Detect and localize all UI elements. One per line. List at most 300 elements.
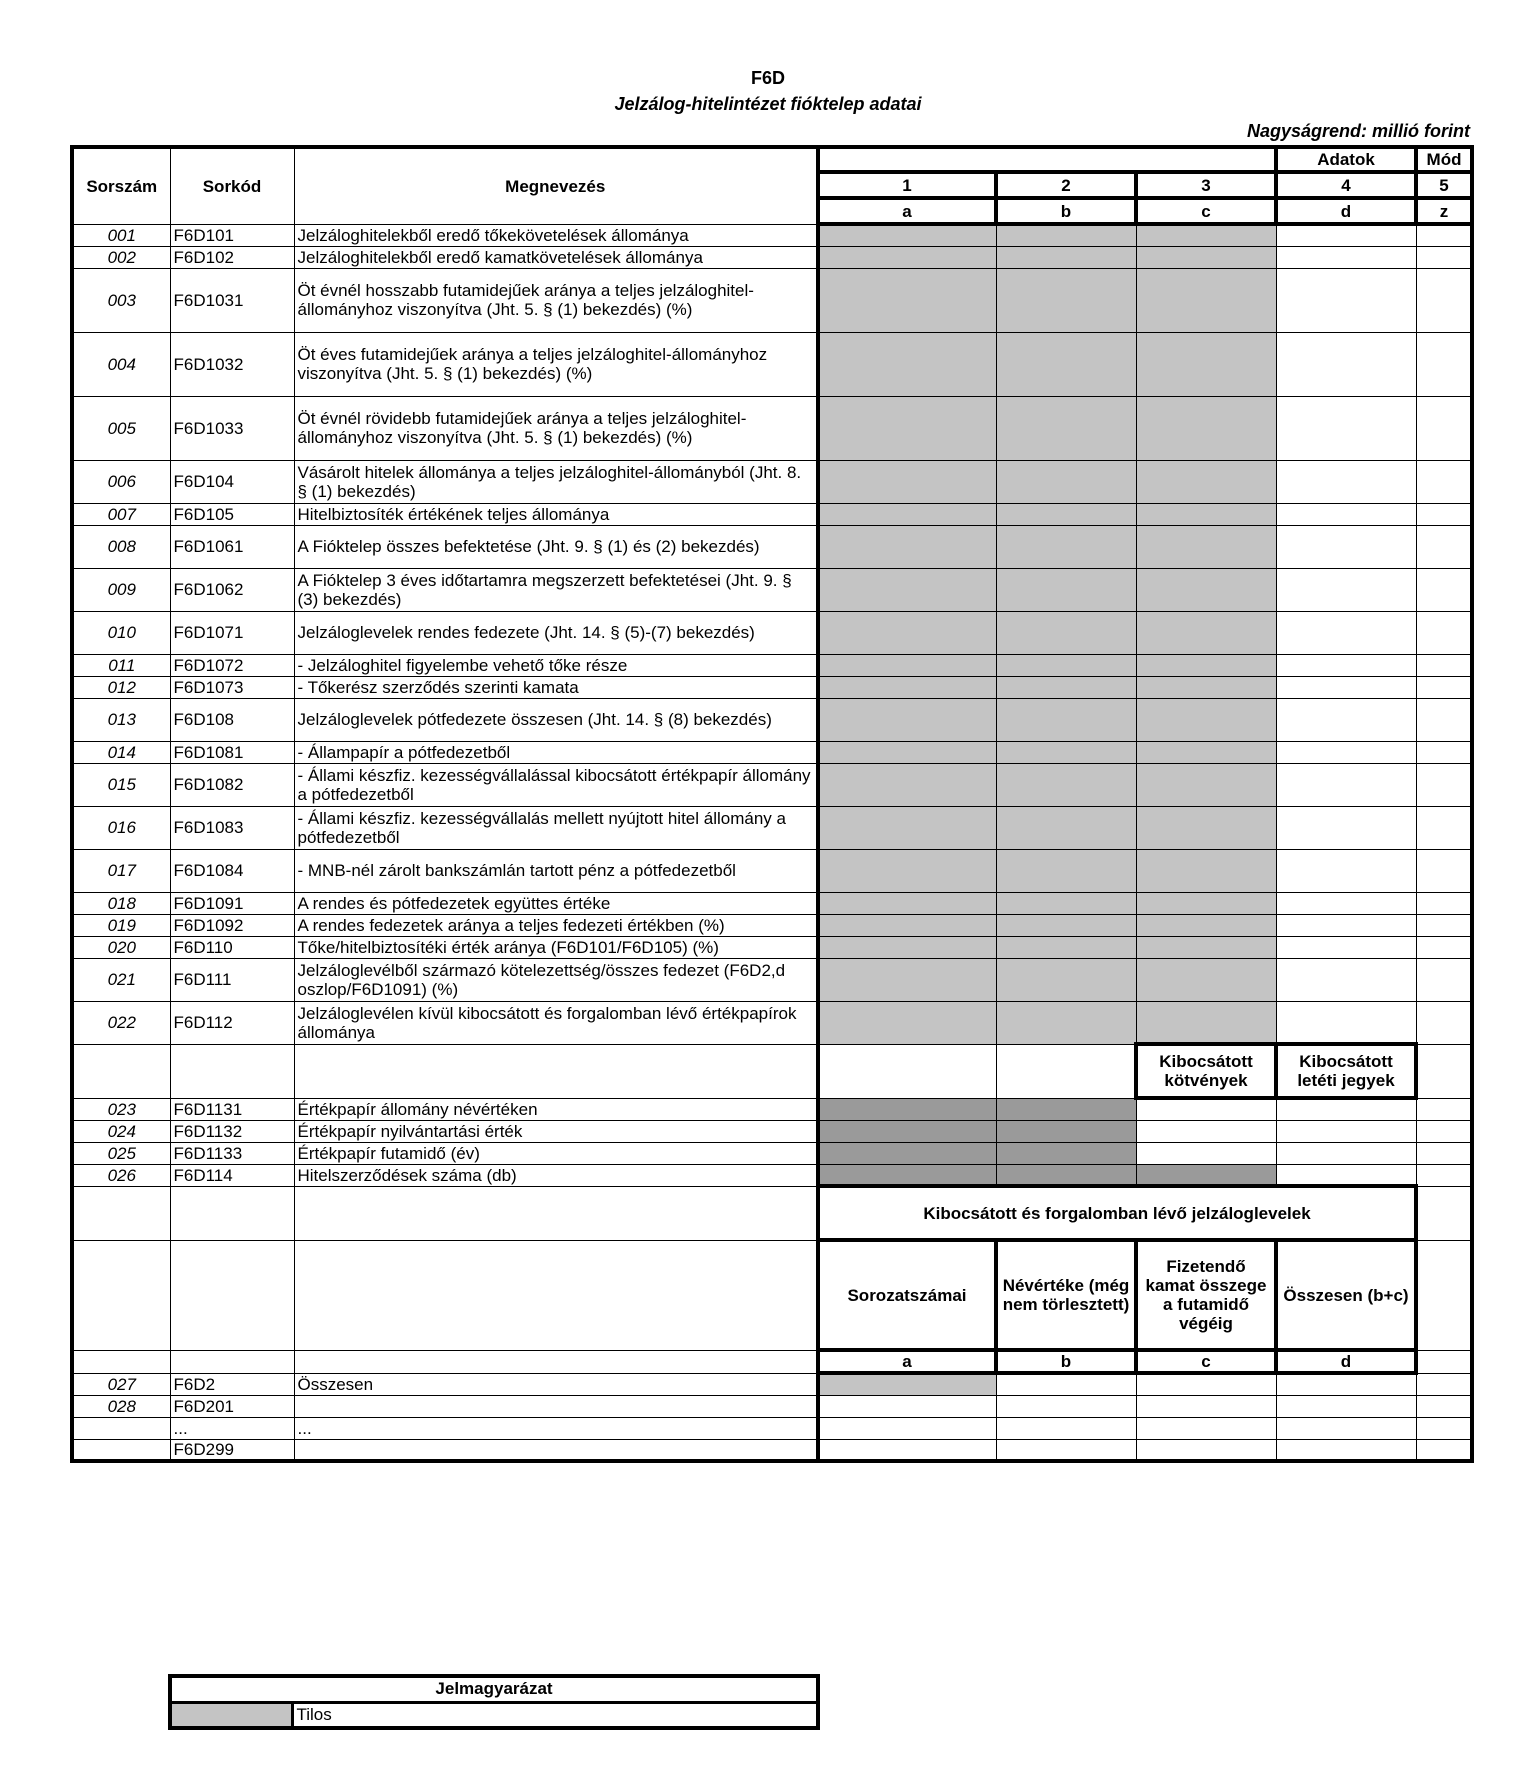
data-cell-c[interactable] [1136,1373,1276,1395]
row-number: 002 [72,246,170,268]
row-label: Jelzáloglevelek pótfedezete összesen (Jht. 14. § (8) bekezdés) [294,698,818,741]
data-cell-b-forbidden [996,741,1136,763]
data-cell-c-forbidden [1136,268,1276,332]
data-cell-d[interactable] [1276,1120,1416,1142]
col-letter-a: a [818,198,996,224]
col-header-mod: Mód [1416,147,1472,172]
data-cell-d[interactable] [1276,1417,1416,1439]
data-cell-b-forbidden [996,224,1136,246]
data-cell-z[interactable] [1416,1395,1472,1417]
data-cell-z[interactable] [1416,1439,1472,1461]
data-cell-c[interactable] [1136,1142,1276,1164]
blank-cell [294,1044,818,1098]
data-cell-c-forbidden [1136,763,1276,806]
legend-swatch-forbidden [170,1702,292,1728]
row-code: F6D1073 [170,676,294,698]
data-cell-b-forbidden [996,503,1136,525]
data-cell-b-forbidden [996,806,1136,849]
data-cell-a-forbidden [818,676,996,698]
data-cell-z[interactable] [1416,654,1472,676]
row-number: 027 [72,1373,170,1395]
data-cell-a-forbidden [818,1001,996,1044]
data-cell-c[interactable] [1136,1417,1276,1439]
data-cell-d[interactable] [1276,1001,1416,1044]
data-cell-c-forbidden [1136,849,1276,892]
letter-a: a [818,1350,996,1373]
row-label: Hitelbiztosíték értékének teljes állománya [294,503,818,525]
letter-d: d [1276,1350,1416,1373]
data-cell-d[interactable] [1276,525,1416,568]
table-row [72,806,1472,849]
table-row [72,611,1472,654]
data-cell-c-forbidden [1136,654,1276,676]
data-cell-z[interactable] [1416,268,1472,332]
data-cell-d[interactable] [1276,503,1416,525]
data-cell-b-forbidden [996,698,1136,741]
data-cell-b-forbidden [996,332,1136,396]
data-cell-b-forbidden [996,849,1136,892]
row-label: Jelzáloglevelek rendes fedezete (Jht. 14. § (5)-(7) bekezdés) [294,611,818,654]
data-cell-z[interactable] [1416,1001,1472,1044]
blank-cell [1416,1186,1472,1240]
row-code: F6D201 [170,1395,294,1417]
row-label: Tőke/hitelbiztosítéki érték aránya (F6D101/F6D105) (%) [294,936,818,958]
table-row [72,849,1472,892]
data-cell-c-forbidden [1136,914,1276,936]
data-cell-z[interactable] [1416,763,1472,806]
data-cell-c-forbidden [1136,396,1276,460]
header-nominal-value: Névértéke (még nem törlesztett) [996,1240,1136,1350]
table-row [72,1417,1472,1439]
data-cell-a-forbidden [818,741,996,763]
data-cell-b-forbidden [996,246,1136,268]
data-cell-z[interactable] [1416,1120,1472,1142]
table-row [72,698,1472,741]
row-label: ... [294,1417,818,1439]
data-cell-z[interactable] [1416,698,1472,741]
data-cell-a-forbidden [818,246,996,268]
data-cell-a-forbidden [818,1142,996,1164]
row-number: 024 [72,1120,170,1142]
col-number-3: 3 [1136,172,1276,198]
row-code: F6D114 [170,1164,294,1186]
data-cell-z[interactable] [1416,936,1472,958]
table-row [72,654,1472,676]
table-row [72,332,1472,396]
data-cell-d[interactable] [1276,1373,1416,1395]
row-number: 026 [72,1164,170,1186]
blank-cell [294,1350,818,1373]
row-number: 008 [72,525,170,568]
row-code: F6D110 [170,936,294,958]
data-cell-z[interactable] [1416,568,1472,611]
col-letter-b: b [996,198,1136,224]
table-row [72,460,1472,503]
table-row [72,936,1472,958]
row-code: F6D1133 [170,1142,294,1164]
data-cell-z[interactable] [1416,332,1472,396]
data-cell-a[interactable] [818,1417,996,1439]
blank-cell [996,1044,1136,1098]
row-number [72,1417,170,1439]
data-cell-a-forbidden [818,698,996,741]
data-cell-b-forbidden [996,611,1136,654]
data-cell-d[interactable] [1276,654,1416,676]
data-cell-b-forbidden [996,1098,1136,1120]
row-label [294,1439,818,1461]
data-cell-c[interactable] [1136,1395,1276,1417]
data-cell-a-forbidden [818,958,996,1001]
blank-cell [72,1186,170,1240]
data-cell-a-forbidden [818,763,996,806]
data-cell-c-forbidden [1136,525,1276,568]
blank-cell [294,1240,818,1350]
row-number: 009 [72,568,170,611]
table-row [72,268,1472,332]
blank-cell [170,1240,294,1350]
data-cell-d[interactable] [1276,1098,1416,1120]
data-cell-c-forbidden [1136,806,1276,849]
row-label: A rendes és pótfedezetek együttes értéke [294,892,818,914]
row-number: 023 [72,1098,170,1120]
row-code: F6D1031 [170,268,294,332]
row-number: 018 [72,892,170,914]
data-cell-b-forbidden [996,958,1136,1001]
data-cell-a-forbidden [818,1098,996,1120]
blank-cell [170,1186,294,1240]
table-row [72,1142,1472,1164]
data-cell-c-forbidden [1136,1164,1276,1186]
data-cell-d[interactable] [1276,1439,1416,1461]
data-cell-a-forbidden [818,914,996,936]
table-row [72,892,1472,914]
row-code: F6D1032 [170,332,294,396]
data-cell-d[interactable] [1276,332,1416,396]
data-cell-z[interactable] [1416,958,1472,1001]
row-number: 014 [72,741,170,763]
data-cell-d[interactable] [1276,1142,1416,1164]
data-cell-c-forbidden [1136,741,1276,763]
legend-label-forbidden: Tilos [292,1702,818,1728]
data-cell-d[interactable] [1276,806,1416,849]
col-header-adatok: Adatok [1276,147,1416,172]
data-cell-b-forbidden [996,892,1136,914]
data-cell-c-forbidden [1136,503,1276,525]
data-cell-z[interactable] [1416,806,1472,849]
data-cell-b[interactable] [996,1373,1136,1395]
row-label: Jelzáloglevélen kívül kibocsátott és forgalomban lévő értékpapírok állománya [294,1001,818,1044]
data-cell-d[interactable] [1276,1395,1416,1417]
table-row [72,525,1472,568]
row-number: 021 [72,958,170,1001]
row-number: 017 [72,849,170,892]
table-row [72,1120,1472,1142]
data-cell-a-forbidden [818,849,996,892]
row-label: - Állampapír a pótfedezetből [294,741,818,763]
row-label: A Fióktelep 3 éves időtartamra megszerzett befektetései (Jht. 9. § (3) bekezdés) [294,568,818,611]
data-cell-z[interactable] [1416,1164,1472,1186]
data-cell-b-forbidden [996,460,1136,503]
data-cell-z[interactable] [1416,1373,1472,1395]
row-number: 010 [72,611,170,654]
table-row [72,503,1472,525]
row-code: F6D1131 [170,1098,294,1120]
row-number: 020 [72,936,170,958]
data-cell-z[interactable] [1416,741,1472,763]
row-number: 004 [72,332,170,396]
data-cell-z[interactable] [1416,676,1472,698]
table-row [72,741,1472,763]
blank-cell [72,1240,170,1350]
col-letter-z: z [1416,198,1472,224]
data-cell-d[interactable] [1276,936,1416,958]
form-subtitle: Jelzálog-hitelintézet fióktelep adatai [614,94,922,114]
data-cell-c[interactable] [1136,1098,1276,1120]
blank-cell [72,1044,170,1098]
data-cell-a-forbidden [818,396,996,460]
table-row [72,1350,1472,1373]
row-label: Öt éves futamidejűek aránya a teljes jelzáloghitel-állományhoz viszonyítva (Jht. 5. § (1) bekezdés) (%) [294,332,818,396]
row-number: 028 [72,1395,170,1417]
data-cell-b-forbidden [996,936,1136,958]
data-cell-c-forbidden [1136,460,1276,503]
row-code: F6D102 [170,246,294,268]
col-number-5: 5 [1416,172,1472,198]
header-issued-deposit-notes: Kibocsátott letéti jegyek [1276,1044,1416,1098]
row-label: A Fióktelep összes befektetése (Jht. 9. § (1) és (2) bekezdés) [294,525,818,568]
data-cell-b-forbidden [996,763,1136,806]
row-label: Értékpapír futamidő (év) [294,1142,818,1164]
data-cell-a-forbidden [818,568,996,611]
col-header-megnevezes: Megnevezés [294,147,818,224]
data-cell-z[interactable] [1416,611,1472,654]
table-row [72,1001,1472,1044]
data-cell-c-forbidden [1136,676,1276,698]
data-cell-a[interactable] [818,1439,996,1461]
data-cell-c[interactable] [1136,1120,1276,1142]
data-cell-d[interactable] [1276,224,1416,246]
data-cell-d[interactable] [1276,460,1416,503]
data-cell-z[interactable] [1416,1142,1472,1164]
header-mortgage-bonds: Kibocsátott és forgalomban lévő jelzáloglevelek [818,1186,1416,1240]
data-cell-a-forbidden [818,460,996,503]
row-number [72,1439,170,1461]
data-cell-d[interactable] [1276,396,1416,460]
row-label: - Állami készfiz. kezességvállalással kibocsátott értékpapír állomány a pótfedezetből [294,763,818,806]
row-code: F6D1092 [170,914,294,936]
row-number: 022 [72,1001,170,1044]
data-cell-b-forbidden [996,654,1136,676]
letter-c: c [1136,1350,1276,1373]
row-code: F6D2 [170,1373,294,1395]
data-cell-c[interactable] [1136,1439,1276,1461]
table-row [72,1164,1472,1186]
col-header-sorkod: Sorkód [170,147,294,224]
col-letter-d: d [1276,198,1416,224]
data-cell-b-forbidden [996,676,1136,698]
data-cell-a-forbidden [818,224,996,246]
data-cell-z[interactable] [1416,849,1472,892]
data-cell-a-forbidden [818,611,996,654]
data-cell-c-forbidden [1136,246,1276,268]
data-cell-b[interactable] [996,1439,1136,1461]
data-cell-d[interactable] [1276,958,1416,1001]
table-row [72,246,1472,268]
row-code: F6D1061 [170,525,294,568]
data-cell-c-forbidden [1136,332,1276,396]
data-cell-a-forbidden [818,806,996,849]
data-cell-d[interactable] [1276,741,1416,763]
table-row [72,676,1472,698]
data-cell-d[interactable] [1276,698,1416,741]
data-cell-b-forbidden [996,568,1136,611]
data-cell-d[interactable] [1276,914,1416,936]
data-cell-d[interactable] [1276,611,1416,654]
data-cell-a-forbidden [818,332,996,396]
row-label: Értékpapír nyilvántartási érték [294,1120,818,1142]
data-cell-c-forbidden [1136,892,1276,914]
data-cell-z[interactable] [1416,246,1472,268]
blank-cell [1416,1044,1472,1098]
blank-cell [72,1350,170,1373]
row-code: F6D1033 [170,396,294,460]
blank-cell [294,1186,818,1240]
table-row [72,914,1472,936]
data-cell-d[interactable] [1276,246,1416,268]
data-cell-b-forbidden [996,268,1136,332]
row-number: 006 [72,460,170,503]
table-row [72,1240,1472,1350]
header-series-numbers: Sorozatszámai [818,1240,996,1350]
row-code: F6D1082 [170,763,294,806]
data-cell-c-forbidden [1136,936,1276,958]
data-cell-z[interactable] [1416,224,1472,246]
row-label: Öt évnél hosszabb futamidejűek aránya a teljes jelzáloghitel-állományhoz viszonyítva (Jht. 5. § (1) bekezdés) (%) [294,268,818,332]
table-row [72,568,1472,611]
table-row [72,224,1472,246]
row-number: 015 [72,763,170,806]
data-cell-z[interactable] [1416,892,1472,914]
row-number: 001 [72,224,170,246]
row-code: F6D1132 [170,1120,294,1142]
table-row [72,1098,1472,1120]
data-cell-a-forbidden [818,1164,996,1186]
blank-cell [818,1044,996,1098]
table-row [72,396,1472,460]
data-cell-c-forbidden [1136,611,1276,654]
row-label: - Jelzáloghitel figyelembe vehető tőke része [294,654,818,676]
header-blank [818,147,1276,172]
row-code: F6D1084 [170,849,294,892]
header-interest-payable: Fizetendő kamat összege a futamidő végéig [1136,1240,1276,1350]
row-code: F6D1091 [170,892,294,914]
data-cell-b-forbidden [996,914,1136,936]
data-cell-c-forbidden [1136,958,1276,1001]
data-cell-d[interactable] [1276,763,1416,806]
row-number: 013 [72,698,170,741]
data-cell-z[interactable] [1416,396,1472,460]
row-code: F6D1083 [170,806,294,849]
table-row [72,1186,1472,1240]
row-label: - Tőkerész szerződés szerinti kamata [294,676,818,698]
row-number: 003 [72,268,170,332]
row-code: F6D299 [170,1439,294,1461]
data-cell-z[interactable] [1416,1417,1472,1439]
data-cell-a-forbidden [818,892,996,914]
table-row [72,1395,1472,1417]
blank-cell [1416,1350,1472,1373]
row-code: F6D101 [170,224,294,246]
data-cell-c-forbidden [1136,224,1276,246]
data-cell-z[interactable] [1416,503,1472,525]
table-row [72,958,1472,1001]
row-label: Vásárolt hitelek állománya a teljes jelzáloghitel-állományból (Jht. 8. § (1) bekezdés) [294,460,818,503]
row-code: F6D111 [170,958,294,1001]
table-row [72,1044,1472,1098]
data-cell-d[interactable] [1276,892,1416,914]
data-cell-a-forbidden [818,1373,996,1395]
row-label: A rendes fedezetek aránya a teljes fedezeti értékben (%) [294,914,818,936]
row-code: F6D104 [170,460,294,503]
row-label: Öt évnél rövidebb futamidejűek aránya a teljes jelzáloghitel-állományhoz viszonyítva (Jht. 5. § (1) bekezdés) (%) [294,396,818,460]
data-cell-z[interactable] [1416,460,1472,503]
row-code: F6D105 [170,503,294,525]
data-cell-d[interactable] [1276,268,1416,332]
row-label: Összesen [294,1373,818,1395]
data-cell-z[interactable] [1416,1098,1472,1120]
data-cell-b-forbidden [996,1120,1136,1142]
data-cell-z[interactable] [1416,914,1472,936]
data-cell-d[interactable] [1276,849,1416,892]
data-cell-b-forbidden [996,396,1136,460]
header-issued-bonds: Kibocsátott kötvények [1136,1044,1276,1098]
col-number-2: 2 [996,172,1136,198]
row-code: F6D1072 [170,654,294,676]
row-number: 019 [72,914,170,936]
blank-cell [170,1350,294,1373]
data-cell-d[interactable] [1276,1164,1416,1186]
data-cell-b[interactable] [996,1417,1136,1439]
data-cell-c-forbidden [1136,568,1276,611]
data-cell-a-forbidden [818,268,996,332]
data-cell-b-forbidden [996,1001,1136,1044]
blank-cell [170,1044,294,1098]
unit-label: Nagyságrend: millió forint [1246,121,1470,141]
row-number: 007 [72,503,170,525]
form-code: F6D [750,68,785,88]
legend-table [168,1674,820,1730]
table-row [72,1373,1472,1395]
data-cell-b-forbidden [996,1164,1136,1186]
data-cell-b[interactable] [996,1395,1136,1417]
col-number-4: 4 [1276,172,1416,198]
data-cell-a[interactable] [818,1395,996,1417]
row-code: ... [170,1417,294,1439]
row-code: F6D112 [170,1001,294,1044]
data-cell-b-forbidden [996,525,1136,568]
data-cell-c-forbidden [1136,1001,1276,1044]
data-cell-d[interactable] [1276,676,1416,698]
data-cell-c-forbidden [1136,698,1276,741]
row-code: F6D1081 [170,741,294,763]
data-cell-d[interactable] [1276,568,1416,611]
col-number-1: 1 [818,172,996,198]
row-number: 012 [72,676,170,698]
row-number: 016 [72,806,170,849]
row-number: 005 [72,396,170,460]
data-cell-z[interactable] [1416,525,1472,568]
header-total: Összesen (b+c) [1276,1240,1416,1350]
